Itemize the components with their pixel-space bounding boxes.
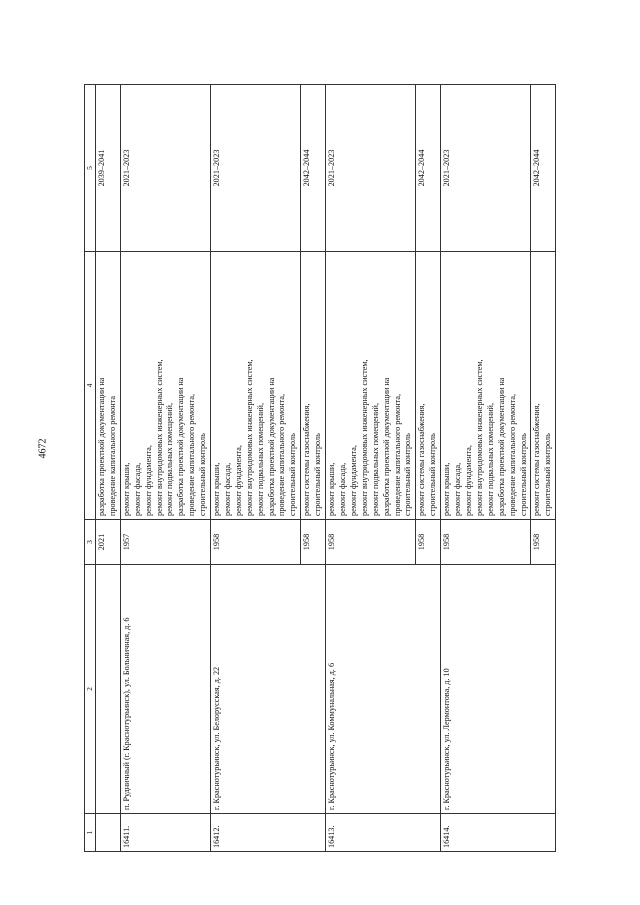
work-item: строительный контроль (518, 433, 528, 516)
address-cell: г. Краснотурьинск, ул. Лермонтова, д. 10 (441, 565, 556, 814)
work-item: проведение капитального ремонта, (187, 393, 197, 516)
work-item: ремонт системы газоснабжения, (532, 403, 542, 516)
period-cell: 2042–2044 (531, 85, 556, 252)
work-item: проведение капитального ремонта, (277, 393, 287, 516)
work-item: разработка проектной документации на (96, 377, 106, 516)
work-item: проведение капитального ремонта, (507, 393, 517, 516)
period-cell: 2021–2023 (120, 85, 210, 252)
year-cell: 2021 (95, 520, 120, 565)
table-row (120, 85, 210, 852)
period-cell: 2021–2023 (441, 85, 531, 252)
table-body (85, 85, 556, 852)
work-item: ремонт подвальных помещений, (165, 403, 175, 516)
row-number (95, 814, 120, 852)
work-item: ремонт системы газоснабжения, (417, 403, 427, 516)
work-item: строительный контроль (428, 433, 438, 516)
period-cell: 2021–2023 (211, 85, 301, 252)
period-cell: 2039–2041 (95, 85, 120, 252)
work-item: ремонт фасада, (453, 462, 463, 516)
year-cell: 1958 (441, 520, 531, 565)
year-cell: 1958 (211, 520, 301, 565)
work-item: ремонт внутридомовых инженерных систем, (244, 359, 254, 516)
year-cell: 1958 (326, 520, 416, 565)
work-item: ремонт крыши, (212, 462, 222, 516)
work-item: ремонт фасада, (222, 462, 232, 516)
table-row (441, 85, 531, 852)
header-col-2: 2 (85, 565, 96, 814)
work-item: ремонт системы газоснабжения, (302, 403, 312, 516)
period-cell: 2021–2023 (326, 85, 416, 252)
work-item: строительный контроль (313, 433, 323, 516)
works-cell (211, 252, 301, 520)
address-cell: г. Краснотурьинск, ул. Коммунальная, д. 6 (326, 565, 441, 814)
work-item: разработка проектной документации на (266, 377, 276, 516)
work-item: ремонт подвальных помещений, (255, 403, 265, 516)
work-item: разработка проектной документации на (381, 377, 391, 516)
work-item: разработка проектной документации на (176, 377, 186, 516)
address-cell: г. Краснотурьинск, ул. Белорусская, д. 22 (211, 565, 326, 814)
works-cell (416, 252, 441, 520)
year-cell: 1958 (531, 520, 556, 565)
page-number: 4672 (37, 438, 49, 459)
work-item: ремонт фасада, (132, 462, 142, 516)
header-col-4: 4 (85, 252, 96, 520)
works-cell (441, 252, 531, 520)
header-col-3: 3 (85, 520, 96, 565)
rotated-page (84, 84, 604, 852)
period-cell: 2042–2044 (301, 85, 326, 252)
column-number-header (85, 85, 96, 852)
work-item: ремонт крыши, (121, 462, 131, 516)
work-item: ремонт крыши, (327, 462, 337, 516)
work-item: ремонт фундамента, (463, 445, 473, 516)
work-item: строительный контроль (288, 433, 298, 516)
capital-repair-table (84, 84, 556, 852)
work-item: ремонт фасада, (338, 462, 347, 516)
work-item: ремонт фундамента, (233, 445, 243, 516)
work-item: разработка проектной документации на (496, 377, 506, 516)
table-row (326, 85, 416, 852)
row-number: 16412. (211, 814, 326, 852)
work-item: строительный контроль (543, 433, 553, 516)
work-item: ремонт внутридомовых инженерных систем, (359, 359, 369, 516)
works-cell (326, 252, 416, 520)
period-cell: 2042–2044 (416, 85, 441, 252)
row-number: 16411. (120, 814, 210, 852)
work-item: ремонт внутридомовых инженерных систем, (474, 359, 484, 516)
table-row (211, 85, 301, 852)
work-item: ремонт крыши, (442, 462, 452, 516)
work-item: проведение капитального ремонта (107, 396, 117, 516)
works-cell (301, 252, 326, 520)
work-item: проведение капитального ремонта, (392, 393, 402, 516)
works-cell (531, 252, 556, 520)
works-cell (120, 252, 210, 520)
header-col-5: 5 (85, 85, 96, 252)
work-item: ремонт фундамента, (143, 445, 153, 516)
row-number: 16413. (326, 814, 441, 852)
table-row (95, 85, 120, 852)
work-item: ремонт фундамента, (348, 445, 358, 516)
work-item: ремонт внутридомовых инженерных систем, (154, 359, 164, 516)
work-item: строительный контроль (198, 433, 208, 516)
works-cell (95, 252, 120, 520)
address-cell (95, 565, 120, 814)
work-item: ремонт подвальных помещений, (370, 403, 380, 516)
year-cell: 1958 (416, 520, 441, 565)
year-cell: 1958 (301, 520, 326, 565)
work-item: строительный контроль (403, 433, 413, 516)
row-number: 16414. (441, 814, 556, 852)
address-cell: п. Рудничный (г. Краснотурьинск), ул. Больничная, д. 6 (120, 565, 210, 814)
year-cell: 1957 (120, 520, 210, 565)
work-item: ремонт подвальных помещений, (485, 403, 495, 516)
header-col-1: 1 (85, 814, 96, 852)
